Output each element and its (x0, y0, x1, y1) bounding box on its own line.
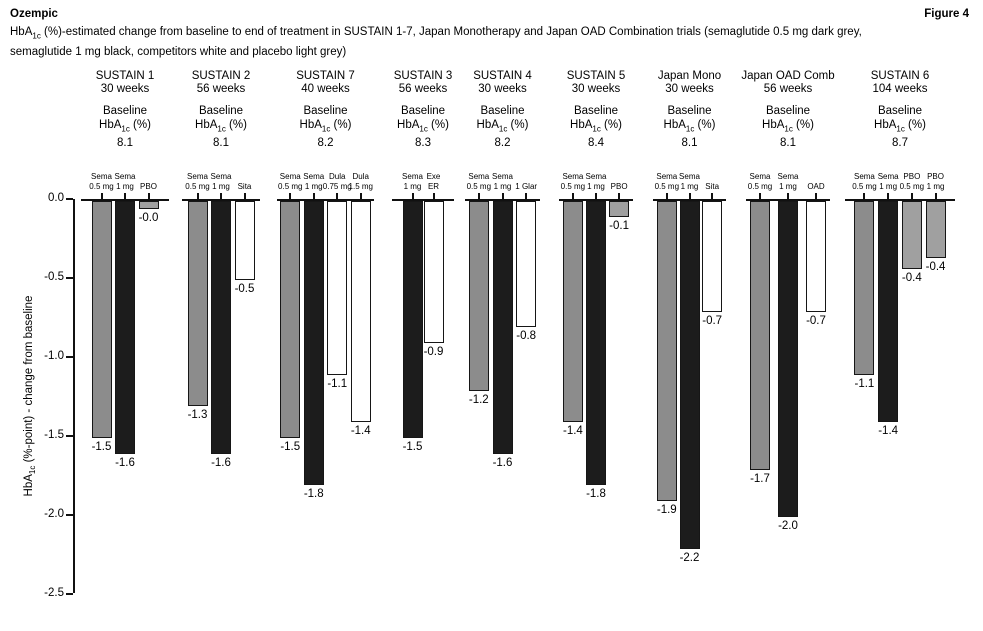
bar-semaglutide-1mg (586, 201, 606, 485)
baseline-hba1c-value: 8.1 (780, 137, 796, 150)
hba1c-pre: HbA (299, 119, 322, 131)
bar-semaglutide-0-5mg (469, 201, 489, 391)
arm-label-line1: Sema (877, 172, 899, 181)
arm-label-line2: 0.5 mg (899, 182, 925, 191)
baseline-word: Baseline (198, 105, 244, 117)
baseline-tick (336, 193, 338, 199)
baseline-word: Baseline (765, 105, 811, 117)
arm-labels (841, 162, 959, 192)
baseline-word: Baseline (480, 105, 525, 117)
trial-header (827, 70, 973, 96)
hba1c-pre: HbA (570, 119, 593, 131)
y-tick-label: -1.5 (44, 429, 64, 441)
arm-label-line2: 0.5 mg (185, 182, 210, 191)
baseline-word: Baseline (667, 105, 712, 117)
arm-label (338, 172, 384, 192)
arm-label-line1: Sema (468, 172, 490, 181)
trial-name: SUSTAIN 1 (95, 70, 155, 82)
baseline-hba1c-block (259, 104, 392, 150)
bar-value-label: -1.9 (656, 504, 677, 516)
bar-competitor (806, 201, 826, 312)
arm-labels (461, 162, 544, 192)
bar-value-label: -1.5 (402, 441, 423, 453)
hba1c-post: (%) (507, 119, 529, 131)
baseline-hba1c-value: 8.2 (317, 137, 334, 150)
arm-labels (742, 162, 834, 192)
arm-label-line1: Sema (562, 172, 584, 181)
y-tick-mark (66, 514, 73, 516)
hba1c-sub: 1c (419, 124, 428, 134)
bar-value-label: -1.2 (468, 394, 489, 406)
bar-value-label: -0.9 (423, 346, 444, 358)
baseline-word: Baseline (102, 105, 148, 117)
y-tick-mark (66, 198, 73, 200)
arm-label-line2: 0.75 mg (322, 182, 352, 191)
bar-semaglutide-1mg (304, 201, 324, 485)
hba1c-pre: HbA (663, 119, 686, 131)
baseline-tick (666, 193, 668, 199)
hba1c-pre: HbA (476, 119, 499, 131)
hba1c-post: (%) (792, 119, 814, 131)
bar-competitor (516, 201, 536, 327)
trial-group (388, 70, 458, 631)
baseline-tick (360, 193, 362, 199)
trial-name: SUSTAIN 3 (393, 70, 453, 82)
bar-semaglutide-1mg (680, 201, 700, 549)
hba1c-line (259, 118, 392, 136)
bar-placebo (902, 201, 922, 269)
baseline-tick (815, 193, 817, 199)
trial-duration: 30 weeks (100, 83, 150, 95)
arm-label (222, 182, 268, 192)
bar-value-label: -0.0 (138, 212, 159, 224)
y-axis-title: HbA$_{1c}$ (%-point) - change from baseline (22, 295, 38, 497)
bar-value-label: -1.7 (750, 473, 770, 485)
baseline-tick (197, 193, 199, 199)
trial-group (77, 70, 173, 631)
arm-label-line2: PBO (140, 182, 157, 191)
hba1c-sub: 1c (498, 124, 508, 134)
bar-competitor (351, 201, 371, 422)
bar-value-label: -1.6 (211, 457, 231, 469)
hba1c-sub: 1c (896, 124, 905, 134)
arm-label (913, 172, 959, 192)
bar-semaglutide-1mg (878, 201, 898, 422)
arm-labels (555, 162, 637, 192)
hba1c-pre: HbA (195, 119, 218, 131)
trial-name: Japan OAD Comb (741, 70, 835, 82)
arm-label-line1: Sema (187, 172, 208, 181)
hba1c-line (827, 118, 973, 136)
trial-duration: 30 weeks (665, 83, 714, 95)
y-tick-mark (66, 277, 73, 279)
hba1c-sub: 1c (321, 124, 331, 134)
bar-competitor (327, 201, 347, 375)
bar-competitor (702, 201, 722, 312)
hba1c-pre: HbA (762, 119, 785, 131)
arm-label-line2: 1 mg (926, 182, 945, 191)
trial-duration: 30 weeks (478, 83, 527, 95)
bar-semaglutide-1mg (778, 201, 798, 517)
arm-labels (273, 162, 378, 192)
baseline-word: Baseline (400, 105, 446, 117)
arm-label-line2: 0.5 mg (654, 182, 680, 191)
arm-label-line1: Sema (210, 172, 232, 181)
arm-label-line2: 1 mg (779, 182, 797, 191)
baseline-tick (124, 193, 126, 199)
baseline-tick (689, 193, 691, 199)
arm-label-line1: Sema (749, 172, 771, 181)
bar-semaglutide-0-5mg (657, 201, 677, 501)
arm-label-line1: PBO (927, 172, 944, 181)
baseline-hba1c-value: 8.1 (213, 137, 229, 150)
y-tick-label: -2.5 (44, 587, 64, 599)
bar-semaglutide-0-5mg (750, 201, 770, 470)
baseline-tick (595, 193, 597, 199)
arm-labels (77, 162, 173, 192)
hba1c-sub: 1c (121, 124, 130, 134)
trial-name: SUSTAIN 4 (473, 70, 532, 82)
bar-semaglutide-1mg (493, 201, 513, 454)
baseline-word: Baseline (877, 105, 923, 117)
baseline-tick (759, 193, 761, 199)
hba1c-post: (%) (600, 119, 622, 131)
arm-label-line2: Sita (705, 182, 720, 191)
trial-group (178, 70, 264, 631)
y-tick-label: -2.0 (44, 508, 64, 520)
arm-label-line2: 1 Glar (515, 182, 538, 191)
hba1c-pre: HbA (874, 119, 897, 131)
arm-label-line1: Sema (777, 172, 799, 181)
baseline-word: Baseline (573, 105, 619, 117)
y-tick-label: -1.0 (44, 350, 64, 362)
figure-caption (10, 24, 960, 60)
baseline-tick (911, 193, 913, 199)
arm-label-line2: 0.5 mg (466, 182, 492, 191)
trial-duration: 30 weeks (571, 83, 621, 95)
bar-semaglutide-1mg (211, 201, 231, 454)
bar-placebo (926, 201, 946, 258)
arm-label (793, 182, 839, 192)
baseline-hba1c-value: 8.1 (681, 137, 698, 150)
bar-value-label: -1.5 (91, 441, 112, 453)
bar-value-label: -0.7 (806, 315, 826, 327)
bar-value-label: -1.6 (492, 457, 513, 469)
arm-label-line1: Sema (679, 172, 700, 181)
baseline-tick (618, 193, 620, 199)
figure-number: Figure 4 (924, 8, 969, 20)
trial-name: Japan Mono (657, 70, 722, 82)
baseline-hba1c-value: 8.7 (892, 137, 908, 150)
baseline-tick (148, 193, 150, 199)
arm-label-line2: 1 mg (304, 182, 323, 191)
arm-label-line1: Sema (303, 172, 325, 181)
baseline-tick (502, 193, 504, 199)
arm-label-line1: Sema (853, 172, 875, 181)
bar-value-label: -0.4 (901, 272, 922, 284)
bar-value-label: -0.7 (702, 315, 723, 327)
trial-group (649, 70, 730, 631)
arm-labels (388, 162, 458, 192)
y-tick-label: 0.0 (48, 192, 64, 204)
hba1c-sub: 1c (685, 124, 695, 134)
arm-label-line2: ER (427, 182, 440, 191)
bar-value-label: -1.8 (303, 488, 324, 500)
bar-value-label: -1.4 (562, 425, 583, 437)
baseline-tick (433, 193, 435, 199)
arm-label (503, 182, 549, 192)
baseline-tick (220, 193, 222, 199)
bar-value-label: -0.5 (234, 283, 255, 295)
baseline-tick (101, 193, 103, 199)
baseline-tick (289, 193, 291, 199)
arm-label (689, 182, 735, 192)
bar-value-label: -1.4 (878, 425, 899, 437)
hba1c-pre: HbA (99, 119, 122, 131)
figure-header (10, 8, 969, 22)
trial-duration: 56 weeks (196, 83, 246, 95)
baseline-tick (572, 193, 574, 199)
arm-label-line2: 0.5 mg (89, 182, 114, 191)
arm-label-line2: 1.5 mg (348, 182, 373, 191)
bar-placebo (609, 201, 629, 217)
arm-label-line1: Exe (426, 172, 441, 181)
baseline-tick (244, 193, 246, 199)
arm-label-line1: PBO (903, 172, 921, 181)
arm-label-line2: 0.5 mg (560, 182, 586, 191)
caption-line-2: semaglutide 1 mg black, competitors white and placebo light grey) (10, 46, 347, 59)
arm-labels (178, 162, 264, 192)
baseline-tick (525, 193, 527, 199)
hba1c-post: (%) (225, 119, 247, 131)
bar-placebo (139, 201, 159, 209)
trial-name: SUSTAIN 2 (191, 70, 251, 82)
arm-label-line2: 1 mg (493, 182, 512, 191)
hba1c-post: (%) (694, 119, 716, 131)
hba1c-sub: 1c (784, 124, 793, 134)
trial-duration: 56 weeks (398, 83, 448, 95)
bar-value-label: -1.5 (280, 441, 301, 453)
arm-label-line1: Sema (91, 172, 112, 181)
baseline-tick (313, 193, 315, 199)
arm-label-line2: 0.5 mg (852, 182, 877, 191)
bar-value-label: -1.4 (350, 425, 371, 437)
baseline-tick (711, 193, 713, 199)
bar-competitor (424, 201, 444, 343)
bar-semaglutide-1mg (115, 201, 135, 454)
baseline-tick (787, 193, 789, 199)
trial-duration: 56 weeks (763, 83, 813, 95)
arm-label (596, 182, 642, 192)
bar-value-label: -0.4 (925, 261, 946, 273)
baseline-word: Baseline (303, 105, 348, 117)
bar-semaglutide-0-5mg (563, 201, 583, 422)
bar-value-label: -0.1 (609, 220, 629, 232)
arm-label-line2: 0.5 mg (278, 182, 303, 191)
arm-label-line1: Sema (585, 172, 607, 181)
bar-value-label: -1.3 (187, 409, 208, 421)
caption-line-1: HbA$_{1c}$ (%)-estimated change from baseline to end of treatment in SUSTAIN 1-7, Japan Monotherapy and Japan OAD Combination trials (semaglutide 0.5 mg dark grey, (10, 26, 862, 41)
baseline-hba1c-value: 8.2 (494, 137, 511, 150)
arm-label-line1: Dula (329, 172, 346, 181)
arm-label-line2: OAD (807, 182, 825, 191)
trial-group (742, 70, 834, 631)
bar-value-label: -0.8 (516, 330, 537, 342)
hba1c-post: (%) (427, 119, 449, 131)
hba1c-sub: 1c (592, 124, 601, 134)
trial-name: SUSTAIN 6 (870, 70, 930, 82)
arm-labels (649, 162, 730, 192)
baseline-tick (863, 193, 865, 199)
bar-competitor (235, 201, 255, 280)
arm-label-line2: 1 mg (680, 182, 699, 191)
arm-label-line2: 1 mg (403, 182, 422, 191)
bar-value-label: -1.8 (586, 488, 606, 500)
hba1c-post: (%) (330, 119, 352, 131)
arm-label-line1: Sema (279, 172, 301, 181)
arm-label-line2: 1 mg (587, 182, 605, 191)
bar-value-label: -1.6 (115, 457, 135, 469)
arm-label-line1: Sema (114, 172, 136, 181)
baseline-hba1c-value: 8.1 (117, 137, 133, 150)
y-tick-label: -0.5 (44, 271, 64, 283)
bar-value-label: -1.1 (854, 378, 875, 390)
bar-semaglutide-0-5mg (854, 201, 874, 375)
trial-group (273, 70, 378, 631)
baseline-tick (478, 193, 480, 199)
bar-semaglutide-0-5mg (280, 201, 300, 438)
arm-label-line1: Sema (492, 172, 513, 181)
y-tick-mark (66, 435, 73, 437)
trial-duration: 104 weeks (872, 83, 928, 95)
trial-header (259, 70, 392, 96)
arm-label-line1: Sema (656, 172, 678, 181)
baseline-tick (412, 193, 414, 199)
bar-value-label: -2.0 (778, 520, 798, 532)
product-title: Ozempic (10, 8, 58, 20)
trial-group (841, 70, 959, 631)
arm-label-line2: 1 mg (116, 182, 134, 191)
bar-value-label: -2.2 (679, 552, 700, 564)
arm-label (126, 182, 172, 192)
hba1c-post: (%) (904, 119, 926, 131)
arm-label-line1: Sema (402, 172, 423, 181)
y-tick-mark (66, 593, 73, 595)
trial-name: SUSTAIN 5 (566, 70, 626, 82)
baseline-hba1c-value: 8.3 (415, 137, 431, 150)
arm-label-line1: Dula (352, 172, 369, 181)
trial-name: SUSTAIN 7 (296, 70, 355, 82)
arm-label (411, 172, 457, 192)
arm-label-line2: PBO (610, 182, 628, 191)
trial-group (461, 70, 544, 631)
baseline-hba1c-value: 8.4 (588, 137, 604, 150)
baseline-tick (887, 193, 889, 199)
y-axis-line (73, 199, 75, 593)
trial-group (555, 70, 637, 631)
bar-semaglutide-0-5mg (92, 201, 112, 438)
arm-label-line2: 0.5 mg (747, 182, 773, 191)
hba1c-pre: HbA (397, 119, 420, 131)
baseline-hba1c-block (827, 104, 973, 150)
y-tick-mark (66, 356, 73, 358)
arm-label-line2: 1 mg (879, 182, 898, 191)
baseline-tick (935, 193, 937, 199)
arm-label-line2: 1 mg (212, 182, 230, 191)
hba1c-post: (%) (129, 119, 151, 131)
hba1c-sub: 1c (217, 124, 226, 134)
bar-value-label: -1.1 (327, 378, 348, 390)
bar-semaglutide-1mg (403, 201, 423, 438)
bar-semaglutide-0-5mg (188, 201, 208, 406)
trial-duration: 40 weeks (301, 83, 350, 95)
arm-label-line2: Sita (237, 182, 252, 191)
